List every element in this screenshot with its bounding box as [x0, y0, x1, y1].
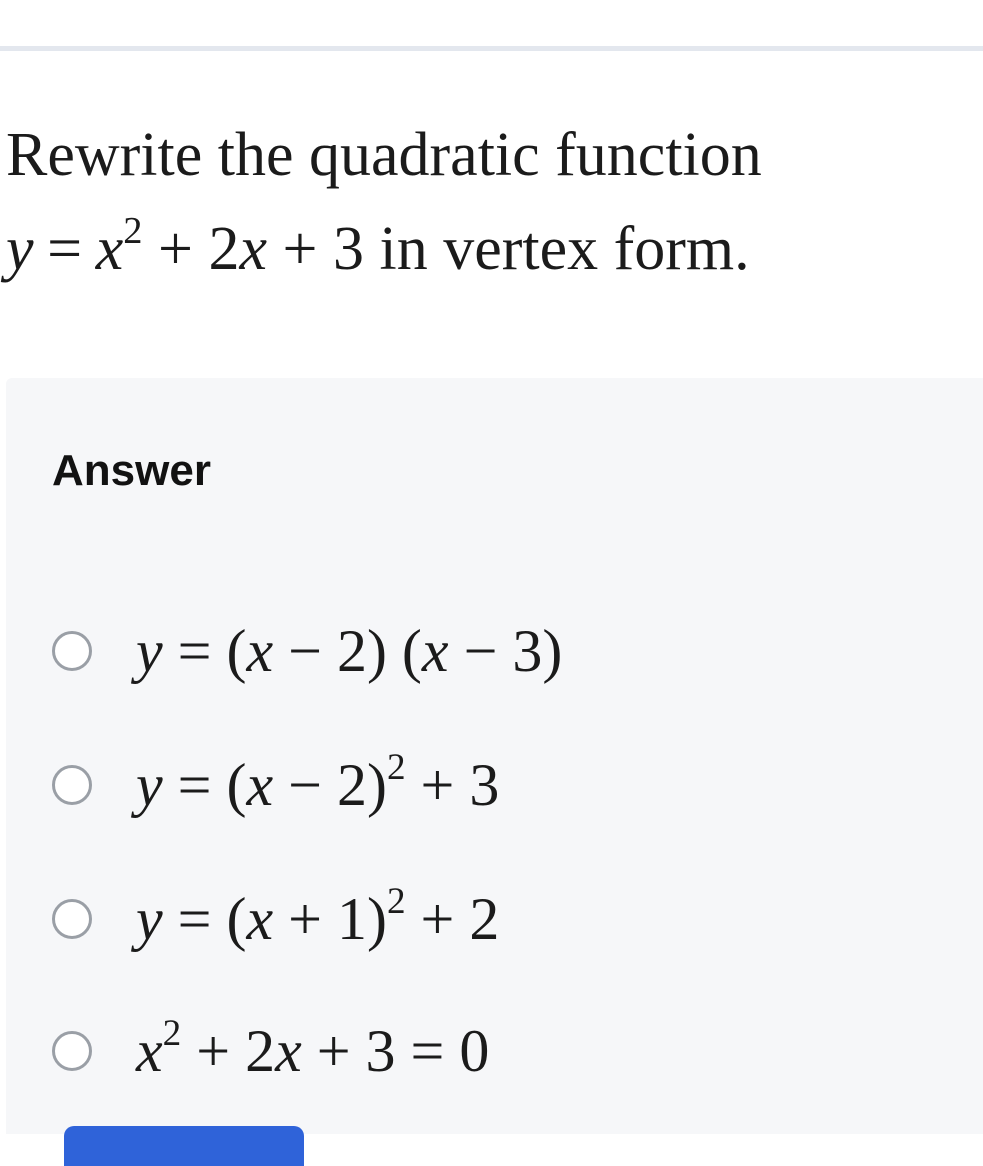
question-eq-term2: + 2: [158, 215, 240, 283]
top-divider: [0, 46, 983, 51]
radio-unselected-icon[interactable]: [52, 765, 92, 805]
radio-unselected-icon[interactable]: [52, 631, 92, 671]
question-eq-base: x: [95, 215, 124, 283]
answer-option-1-text: y = (x − 2) (x − 3): [136, 617, 563, 684]
question-line-1: Rewrite the quadratic function: [6, 121, 762, 189]
question-eq-equals: =: [47, 215, 83, 283]
question-tail: in vertex form.: [379, 215, 750, 283]
question-eq-lhs: y: [6, 215, 34, 283]
question-text: [6, 108, 966, 296]
question-eq-term3: + 3: [282, 215, 364, 283]
answer-option-4[interactable]: [52, 1006, 952, 1096]
question-eq-var2: x: [239, 215, 267, 283]
answer-option-1[interactable]: [52, 606, 952, 696]
answer-option-2[interactable]: [52, 740, 952, 830]
answer-label: Answer: [52, 446, 211, 495]
question-eq-exponent: 2: [123, 209, 143, 252]
answer-option-4-text: $x^2 + 2x + 3 = 0$: [136, 1013, 490, 1084]
radio-unselected-icon[interactable]: [52, 899, 92, 939]
answer-option-3-text: $y = (x + 1)^2 + 2$: [136, 881, 500, 952]
answer-option-2-text: $y = (x - 2)^2 + 3$: [136, 747, 500, 818]
answer-option-3[interactable]: [52, 874, 952, 964]
radio-unselected-icon[interactable]: [52, 1031, 92, 1071]
submit-button[interactable]: [64, 1126, 304, 1166]
question-line-2: [6, 202, 966, 296]
answer-panel: [6, 378, 983, 1134]
